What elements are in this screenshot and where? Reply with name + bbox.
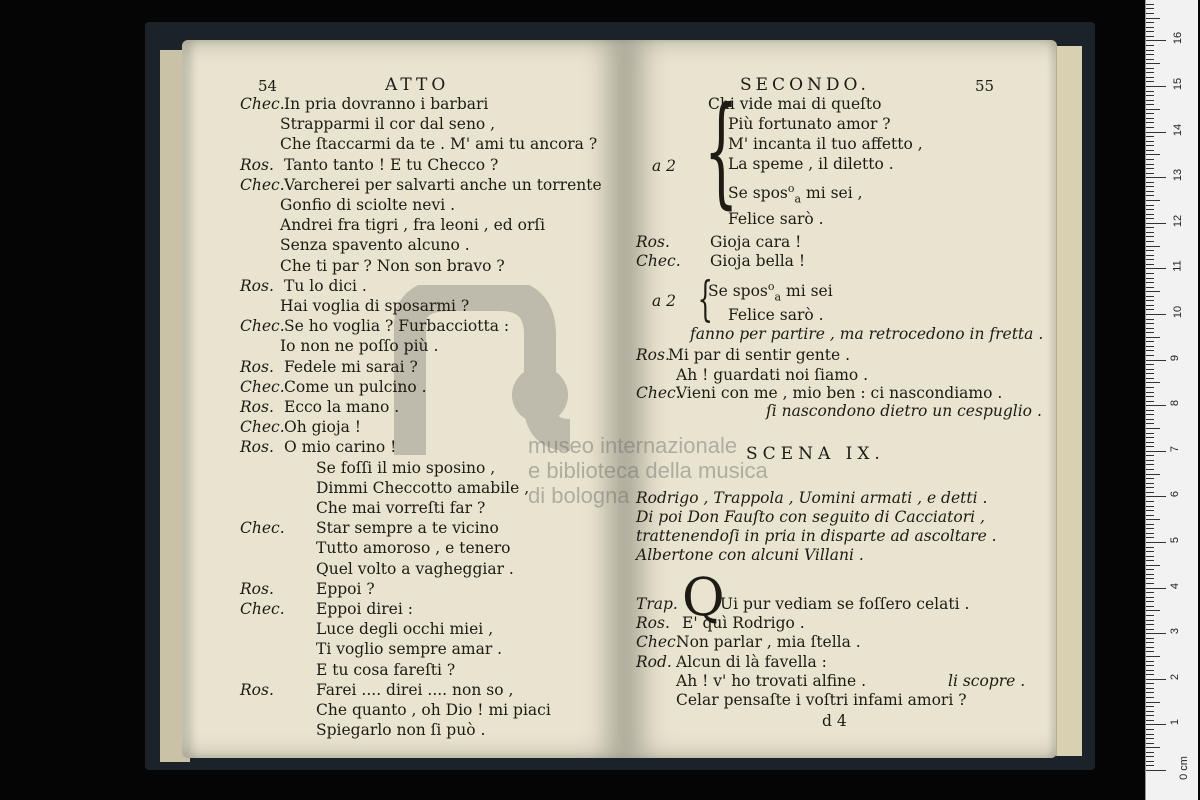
left-text-line: Strapparmi il cor dal seno , xyxy=(280,115,496,134)
ruler-tick xyxy=(1146,729,1154,730)
ruler-tick xyxy=(1146,132,1166,133)
ruler-tick xyxy=(1146,63,1160,64)
ruler-tick xyxy=(1146,756,1154,757)
ruler-tick xyxy=(1146,145,1154,146)
ruler-tick xyxy=(1146,218,1154,219)
ruler-tick xyxy=(1146,556,1154,557)
ruler-tick xyxy=(1146,633,1166,634)
line-trap: Ui pur vediam se foſſero celati . xyxy=(720,595,970,613)
left-text-line: Come un pulcino . xyxy=(284,377,427,396)
ruler-tick xyxy=(1146,492,1154,493)
duet-line-5: Se spos$^o_a$ mi sei , xyxy=(728,182,863,206)
ruler-tick xyxy=(1146,565,1160,566)
ruler-tick xyxy=(1146,647,1154,648)
left-text-line: Tanto tanto ! E tu Checco ? xyxy=(284,155,499,174)
ruler-tick xyxy=(1146,560,1154,561)
ruler-label: 13 xyxy=(1172,169,1185,182)
left-text-line: Eppoi direi : xyxy=(316,600,413,618)
ruler-tick xyxy=(1146,487,1154,488)
speaker-trap: Trap. xyxy=(636,595,678,613)
ruler-tick xyxy=(1146,309,1154,310)
ruler-tick xyxy=(1146,688,1154,689)
watermark-line-1: museo internazionale xyxy=(528,433,738,458)
ruler-tick xyxy=(1146,337,1160,338)
ruler-label: 14 xyxy=(1172,123,1185,136)
ruler-tick xyxy=(1146,36,1154,37)
speaker-chec-3: Chec. xyxy=(636,633,681,651)
ruler-tick xyxy=(1146,743,1154,744)
left-text-line: Che ſtaccarmi da te . M' ami tu ancora ? xyxy=(280,135,598,154)
duet-brace: { xyxy=(703,82,739,221)
ruler-tick xyxy=(1146,360,1166,361)
ruler-tick xyxy=(1146,474,1160,475)
ruler-label: 6 xyxy=(1169,491,1182,498)
left-speaker: Ros. xyxy=(240,357,274,376)
left-speaker: Chec. xyxy=(240,95,285,113)
duet-brace-2: { xyxy=(697,271,713,327)
left-text-line: Luce degli occhi miei , xyxy=(316,620,494,639)
ruler-tick xyxy=(1146,620,1154,621)
ruler-tick xyxy=(1146,164,1154,165)
left-text-line: Dimmi Checcotto amabile , xyxy=(316,478,530,497)
ruler-tick xyxy=(1146,547,1154,548)
left-text-line: Che quanto , oh Dio ! mi piaci xyxy=(316,701,551,719)
ruler-label: 9 xyxy=(1169,354,1182,361)
left-speaker: Chec. xyxy=(240,418,285,437)
a2-label-1: a 2 xyxy=(652,157,677,175)
ruler-tick xyxy=(1146,100,1154,101)
ruler-tick xyxy=(1146,478,1154,479)
ruler-tick xyxy=(1146,300,1154,301)
speaker-chec-1: Chec. xyxy=(636,252,681,270)
ruler-tick xyxy=(1146,68,1154,69)
ruler-label: 16 xyxy=(1172,32,1185,45)
ruler-tick xyxy=(1146,387,1154,388)
ruler-tick xyxy=(1146,77,1154,78)
ruler-tick xyxy=(1146,483,1154,484)
duet-line-3: M' incanta il tuo affetto , xyxy=(728,135,923,153)
duet-line-1: Chi vide mai di queſto xyxy=(708,95,882,113)
ruler-tick xyxy=(1146,346,1154,347)
ruler-label: 11 xyxy=(1171,260,1184,273)
ruler-tick xyxy=(1146,8,1154,9)
stage-direction-2: ſi nascondono dietro un cespuglio . xyxy=(766,402,1042,420)
ruler-tick xyxy=(1146,588,1166,589)
ruler-tick xyxy=(1146,191,1154,192)
ruler-tick xyxy=(1146,364,1154,365)
left-text-line: Tu lo dici . xyxy=(284,276,367,295)
ruler-tick xyxy=(1146,501,1154,502)
line-chec-2: Vieni con me , mio ben : ci nascondiamo . xyxy=(676,384,1003,402)
ruler-tick xyxy=(1146,410,1154,411)
drop-cap-q: Q xyxy=(682,568,725,628)
speaker-rod-1: Rod. xyxy=(636,653,672,671)
left-text-line: Eppoi ? xyxy=(316,579,375,598)
ruler-label: 0 cm xyxy=(1177,756,1190,780)
left-text-line: In pria dovranno i barbari xyxy=(284,95,489,113)
ruler-tick xyxy=(1146,4,1154,5)
speaker-chec-2: Chec. xyxy=(636,384,681,402)
ruler-tick xyxy=(1146,104,1154,105)
left-text-line: Ti voglio sempre amar . xyxy=(316,640,503,659)
ruler-tick xyxy=(1146,460,1154,461)
scene-desc-2: Di poi Don Fauſto con seguito di Cacciatori , xyxy=(636,508,985,526)
ruler-tick xyxy=(1146,264,1154,265)
ruler-tick xyxy=(1146,606,1154,607)
ruler-tick xyxy=(1146,296,1154,297)
ruler-tick xyxy=(1146,109,1160,110)
line-ros-3: E' quì Rodrigo . xyxy=(682,614,805,632)
ruler-label: 3 xyxy=(1169,628,1182,635)
ruler-tick xyxy=(1146,629,1154,630)
left-speaker: Ros. xyxy=(240,680,274,699)
ruler-label: 8 xyxy=(1169,400,1182,407)
left-text-line: Oh gioja ! xyxy=(284,418,362,437)
ruler-tick xyxy=(1146,583,1154,584)
ruler-tick xyxy=(1146,287,1154,288)
ruler-tick xyxy=(1146,45,1154,46)
line-ros-2: Mi par di sentir gente . xyxy=(668,346,851,364)
ruler-tick xyxy=(1146,638,1154,639)
line-rod-1b: Ah ! v' ho trovati alfine . xyxy=(676,672,867,690)
ruler-tick xyxy=(1146,50,1154,51)
ruler-tick xyxy=(1146,437,1154,438)
line-ros-2b: Ah ! guardati noi ſiamo . xyxy=(676,366,869,384)
scene-desc-1: Rodrigo , Trappola , Uomini armati , e detti . xyxy=(636,489,988,507)
ruler-tick xyxy=(1146,182,1154,183)
left-speaker: Ros. xyxy=(240,276,274,295)
ruler-tick xyxy=(1146,414,1154,415)
ruler-tick xyxy=(1146,305,1154,306)
ruler-tick xyxy=(1146,136,1154,137)
ruler-tick xyxy=(1146,405,1166,406)
ruler-tick xyxy=(1146,496,1166,497)
ruler-tick xyxy=(1146,428,1160,429)
ruler-tick xyxy=(1146,401,1154,402)
ruler-tick xyxy=(1146,200,1160,201)
ruler-tick xyxy=(1146,519,1160,520)
left-text-line: Se ho voglia ? Furbacciotta : xyxy=(284,317,510,336)
duet2-line-2: Felice sarò . xyxy=(728,306,824,324)
line-chec-1: Gioja bella ! xyxy=(710,252,806,270)
ruler-tick xyxy=(1146,392,1154,393)
duet2-line-1: Se spos$^o_a$ mi sei xyxy=(708,280,833,304)
ruler-tick xyxy=(1146,592,1154,593)
ruler-tick xyxy=(1146,528,1154,529)
ruler-tick xyxy=(1146,423,1154,424)
ruler-tick xyxy=(1146,209,1154,210)
ruler-tick xyxy=(1146,752,1154,753)
ruler-tick xyxy=(1146,122,1154,123)
left-text-line: Varcherei per salvarti anche un torrente xyxy=(284,175,602,194)
scene-desc-3: trattenendoſi in pria in disparte ad ascoltare . xyxy=(636,527,997,545)
ruler-tick xyxy=(1146,683,1154,684)
ruler-tick xyxy=(1146,13,1154,14)
left-text-line: Senza spavento alcuno . xyxy=(280,236,470,255)
ruler-tick xyxy=(1146,223,1166,224)
ruler-tick xyxy=(1146,355,1154,356)
line-ros-1: Gioja cara ! xyxy=(710,233,802,251)
left-speaker: Ros. xyxy=(240,438,274,457)
left-speaker: Chec. xyxy=(240,600,285,618)
left-text-line: Hai voglia di sposarmi ? xyxy=(280,297,470,315)
ruler-tick xyxy=(1146,738,1154,739)
ruler-tick xyxy=(1146,451,1166,452)
scene-title: SCENA IX. xyxy=(746,444,885,464)
ruler-tick xyxy=(1146,241,1154,242)
left-text-line: E tu cosa fareſti ? xyxy=(316,660,456,679)
left-speaker: Chec. xyxy=(240,175,285,194)
right-page-header: SECONDO. xyxy=(740,75,870,95)
ruler-tick xyxy=(1146,510,1154,511)
ruler-tick xyxy=(1146,236,1154,237)
ruler-tick xyxy=(1146,278,1154,279)
ruler-tick xyxy=(1146,273,1154,274)
ruler-tick xyxy=(1146,446,1154,447)
ruler-tick xyxy=(1146,113,1154,114)
left-speaker: Ros. xyxy=(240,155,274,174)
ruler-tick xyxy=(1146,40,1166,41)
ruler-tick xyxy=(1146,533,1154,534)
ruler-tick xyxy=(1146,350,1154,351)
ruler-tick xyxy=(1146,195,1154,196)
ruler-tick xyxy=(1146,319,1154,320)
speaker-ros-1: Ros. xyxy=(636,233,670,251)
speaker-ros-3: Ros. xyxy=(636,614,670,632)
scene-desc-4: Albertone con alcuni Villani . xyxy=(636,546,864,564)
ruler-tick xyxy=(1146,542,1166,543)
left-text-line: Star sempre a te vicino xyxy=(316,519,499,538)
ruler-label: 7 xyxy=(1169,445,1182,452)
ruler-tick xyxy=(1146,173,1154,174)
left-speaker: Chec. xyxy=(240,519,285,538)
left-page-header: ATTO xyxy=(385,75,450,95)
left-text-line: Farei .... direi .... non so , xyxy=(316,680,514,699)
ruler-tick xyxy=(1146,615,1154,616)
ruler-tick xyxy=(1146,679,1166,680)
ruler-tick xyxy=(1146,18,1160,19)
ruler-tick xyxy=(1146,396,1154,397)
a2-label-2: a 2 xyxy=(652,292,677,310)
duet-line-2: Più fortunato amor ? xyxy=(728,115,891,133)
ruler-label: 15 xyxy=(1172,77,1185,91)
ruler-tick xyxy=(1146,232,1154,233)
ruler-tick xyxy=(1146,642,1154,643)
ruler-tick xyxy=(1146,761,1154,762)
ruler-tick xyxy=(1146,747,1160,748)
ruler-tick xyxy=(1146,578,1154,579)
ruler-tick xyxy=(1146,734,1154,735)
right-page-number: 55 xyxy=(975,77,995,95)
ruler-tick xyxy=(1146,154,1160,155)
left-text-line: Fedele mi sarai ? xyxy=(284,357,418,376)
ruler-tick xyxy=(1146,382,1160,383)
stage-direction-3: li scopre . xyxy=(948,672,1026,690)
ruler-tick xyxy=(1146,255,1154,256)
ruler-tick xyxy=(1146,323,1154,324)
ruler-tick xyxy=(1146,250,1154,251)
ruler-tick xyxy=(1146,378,1154,379)
ruler-tick xyxy=(1146,464,1154,465)
signature-mark: d 4 xyxy=(822,712,847,730)
left-text-line: Che ti par ? Non son bravo ? xyxy=(280,256,505,275)
ruler-label: 4 xyxy=(1169,582,1182,589)
ruler-tick xyxy=(1146,246,1160,247)
ruler-tick xyxy=(1146,674,1154,675)
ruler-tick xyxy=(1146,91,1154,92)
ruler-tick xyxy=(1146,205,1154,206)
ruler-tick xyxy=(1146,537,1154,538)
left-page-number: 54 xyxy=(258,77,278,95)
left-speaker: Chec. xyxy=(240,317,285,336)
ruler-tick xyxy=(1146,574,1154,575)
stage-direction-1: fanno per partire , ma retrocedono in fretta . xyxy=(690,325,1044,343)
ruler-tick xyxy=(1146,118,1154,119)
ruler-tick xyxy=(1146,95,1154,96)
left-text-line: Che mai vorreſti far ? xyxy=(316,499,486,517)
left-text-line: Io non ne poſſo più . xyxy=(280,337,439,356)
left-speaker: Chec. xyxy=(240,377,285,396)
ruler-label: 5 xyxy=(1169,536,1182,544)
ruler-tick xyxy=(1146,186,1154,187)
line-chec-3: Non parlar , mia ſtella . xyxy=(676,633,861,651)
ruler-tick xyxy=(1146,328,1154,329)
ruler-tick xyxy=(1146,524,1154,525)
duet-line-6: Felice sarò . xyxy=(728,210,824,228)
ruler-tick xyxy=(1146,720,1154,721)
ruler-tick xyxy=(1146,168,1154,169)
ruler-tick xyxy=(1146,665,1154,666)
ruler-tick xyxy=(1146,31,1154,32)
ruler-tick xyxy=(1146,332,1154,333)
left-text-line: Ecco la mano . xyxy=(284,398,400,416)
left-text-line: Andrei fra tigri , fra leoni , ed orſi xyxy=(280,216,546,235)
left-text-line: Tutto amoroso , e tenero xyxy=(316,539,511,558)
ruler-tick xyxy=(1146,341,1154,342)
ruler-tick xyxy=(1146,610,1160,611)
line-rod-1c: Celar pensaſte i voſtri infami amori ? xyxy=(676,691,967,709)
ruler-tick xyxy=(1146,670,1154,671)
watermark-line-2: e biblioteca della musica xyxy=(528,458,768,483)
ruler-tick xyxy=(1146,656,1160,657)
left-text-line: O mio carino ! xyxy=(284,438,397,457)
ruler-tick xyxy=(1146,314,1166,315)
ruler-tick xyxy=(1146,711,1154,712)
ruler-tick xyxy=(1146,22,1154,23)
ruler-tick xyxy=(1146,259,1154,260)
ruler-tick xyxy=(1146,442,1154,443)
ruler-tick xyxy=(1146,72,1154,73)
ruler-tick xyxy=(1146,214,1154,215)
ruler-tick xyxy=(1146,268,1166,269)
page-stack-right xyxy=(1056,46,1082,756)
ruler-tick xyxy=(1146,455,1154,456)
ruler-tick xyxy=(1146,150,1154,151)
ruler-tick xyxy=(1146,715,1154,716)
watermark-line-3: di bologna xyxy=(528,483,630,508)
left-text-line: Gonfio di sciolte nevi . xyxy=(280,196,456,214)
ruler-tick xyxy=(1146,702,1160,703)
left-text-line: Se foſſi il mio sposino , xyxy=(316,458,496,477)
ruler-tick xyxy=(1146,282,1154,283)
ruler-tick xyxy=(1146,227,1154,228)
left-text-line: Spiegarlo non ſi può . xyxy=(316,721,486,740)
ruler-tick xyxy=(1146,141,1154,142)
ruler-tick xyxy=(1146,506,1154,507)
ruler-tick xyxy=(1146,373,1154,374)
speaker-ros-2: Ros. xyxy=(636,346,670,364)
ruler-tick xyxy=(1146,661,1154,662)
ruler-tick xyxy=(1146,27,1154,28)
ruler-tick xyxy=(1146,127,1154,128)
left-speaker: Ros. xyxy=(240,579,274,598)
ruler-tick xyxy=(1146,765,1154,766)
ruler-tick xyxy=(1146,706,1154,707)
ruler-tick xyxy=(1146,86,1166,87)
ruler-tick xyxy=(1146,81,1154,82)
ruler-tick xyxy=(1146,724,1166,725)
ruler-label: 1 xyxy=(1169,719,1182,726)
left-text-line: Quel volto a vagheggiar . xyxy=(316,559,514,578)
ruler-tick xyxy=(1146,291,1160,292)
ruler-tick xyxy=(1146,692,1154,693)
ruler-tick xyxy=(1146,601,1154,602)
ruler-tick xyxy=(1146,624,1154,625)
ruler-tick xyxy=(1146,651,1154,652)
ruler-tick xyxy=(1146,177,1166,178)
ruler-tick xyxy=(1146,569,1154,570)
ruler-tick xyxy=(1146,515,1154,516)
duet-line-4: La speme , il diletto . xyxy=(728,155,894,173)
ruler-tick xyxy=(1146,369,1154,370)
ruler-tick xyxy=(1146,770,1166,771)
ruler-tick xyxy=(1146,697,1154,698)
ruler-tick xyxy=(1146,419,1154,420)
ruler-tick xyxy=(1146,551,1154,552)
ruler-label: 2 xyxy=(1169,673,1182,680)
ruler-tick xyxy=(1146,433,1154,434)
ruler-tick xyxy=(1146,159,1154,160)
measurement-ruler xyxy=(1145,0,1198,800)
ruler-label: 10 xyxy=(1172,305,1185,319)
ruler-tick xyxy=(1146,597,1154,598)
line-rod-1: Alcun di là favella : xyxy=(676,653,827,671)
ruler-label: 12 xyxy=(1172,214,1185,227)
ruler-tick xyxy=(1146,469,1154,470)
ruler-tick xyxy=(1146,54,1154,55)
ruler-tick xyxy=(1146,59,1154,60)
left-speaker: Ros. xyxy=(240,398,274,416)
